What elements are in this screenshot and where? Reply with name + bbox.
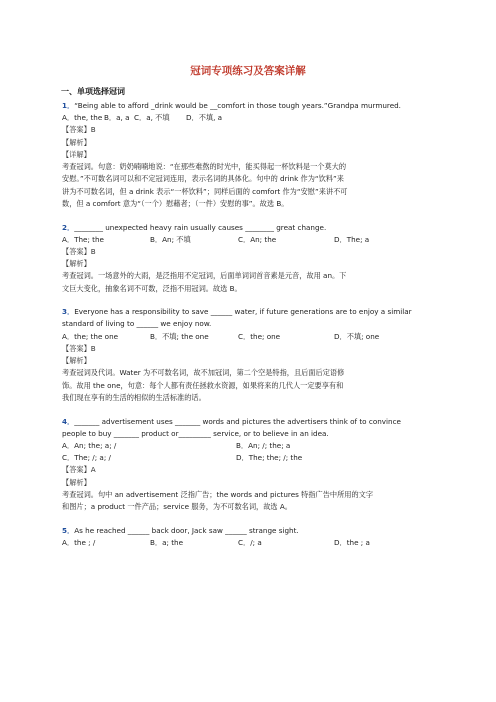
question-stem [62, 222, 442, 234]
question-4 [62, 416, 442, 514]
option-a: A．the ; / [62, 537, 96, 547]
analysis-label: 【解析】 [62, 477, 91, 487]
analysis-label: 【解析】 [62, 137, 91, 147]
option-c: C．/; a [238, 537, 262, 547]
answer-label: 【答案】B [62, 125, 96, 135]
page-title: 冠词专项练习及答案详解 [190, 65, 306, 77]
question-stem-continued: people to buy _______ product or_________ service, or to believe in an idea. [62, 428, 329, 438]
explanation-line: 饰。故用 the one，句意：每个人都有责任拯救水资源，如果将来的几代人一定要享有和 [62, 380, 344, 390]
explanation-line: 讲为不可数名词，但 a drink 表示“一杯饮料”；同样后面的 comfort 作为“安慰”来讲不可 [62, 186, 348, 196]
question-number: 5． [62, 525, 75, 535]
option-d: D．The; a [334, 234, 370, 244]
options-row [62, 331, 442, 343]
explanation-line: 和图片；a product 一件产品；service 服务，为不可数名词，故选 A。 [62, 502, 292, 512]
question-text: _______ advertisement uses _______ words and pictures the advertisers think of to convince [74, 416, 401, 426]
option-a: A．the; the one [62, 331, 119, 341]
question-number: 3． [62, 307, 75, 317]
explanation-line: 考查冠词。句意：奶奶喃喃地说：“在那些难熬的时光中，能买得起一杯饮料是一个莫大的 [62, 162, 347, 172]
option-c: C．An; the [238, 234, 277, 244]
options-grid [62, 440, 442, 464]
answer-label: 【答案】B [62, 343, 96, 353]
explanation [62, 270, 442, 295]
explanation [62, 161, 442, 211]
explanation-line: 考查冠词。句中 an advertisement 泛指广告；the words and pictures 特指广告中所用的文字 [62, 489, 374, 499]
question-list [62, 100, 442, 560]
question-text: As he reached ______ back door, Jack saw ______ strange sight. [74, 525, 299, 535]
option-a: A．An; the; a; / [62, 440, 117, 450]
question-5 [62, 525, 442, 549]
answer-label: 【答案】A [62, 465, 96, 475]
option-b: B．a, a [104, 113, 130, 123]
explanation [62, 489, 442, 514]
section-heading: 一、单项选择冠词 [61, 87, 125, 96]
explanation-line: 我们现在享有的生活的相似的生活标准的话。 [62, 393, 206, 403]
options-row [62, 112, 442, 124]
explanation-line: 数，但 a comfort 意为“（一个）慰藉者；（一件）安慰的事”。故选 B。 [62, 199, 289, 209]
explanation-line: 考查冠词及代词。Water 为不可数名词，故不加冠词，第二个空是特指，且后面后定语修 [62, 368, 345, 378]
question-stem [62, 100, 442, 112]
question-3 [62, 306, 442, 404]
question-text: “Being able to afford _drink would be __comfort in those tough years.”Grandpa murmured. [74, 101, 401, 110]
options-row [62, 537, 442, 549]
option-b: B．a; the [150, 537, 184, 547]
question-2 [62, 222, 442, 296]
question-number: 4． [62, 416, 75, 426]
question-number: 1． [62, 101, 75, 110]
question-number: 2． [62, 222, 75, 232]
analysis-label: 【解析】 [62, 259, 91, 269]
explanation-line: 文巨大变化，抽象名词不可数，泛指不用冠词。故选 B。 [62, 283, 242, 293]
option-d: D．the ; a [334, 537, 370, 547]
explanation-line: 考查冠词。一场意外的大雨，是泛指用不定冠词，后面单词词首音素是元音，故用 an。下 [62, 271, 347, 281]
detail-label: 【详解】 [62, 149, 91, 159]
option-b: B．An; /; the; a [236, 440, 291, 450]
option-a: A．the, the [62, 113, 103, 123]
answer-label: 【答案】B [62, 247, 96, 257]
question-1 [62, 100, 442, 211]
question-stem-continued: standard of living to ______ we enjoy now. [62, 319, 212, 329]
question-stem [62, 416, 442, 428]
explanation-line: 安慰。”不可数名词可以和不定冠词连用，表示名词的具体化。句中的 drink 作为“饮料”来 [62, 174, 344, 184]
question-stem [62, 306, 442, 318]
option-b: B．不填; the one [150, 331, 209, 341]
option-d: D．不填, a [186, 113, 223, 123]
question-text: Everyone has a responsibility to save ______ water, if future generations are to enjoy a similar [74, 307, 412, 317]
option-d: D．不填; one [334, 331, 380, 341]
option-b: B．An; 不填 [150, 234, 191, 244]
question-stem [62, 525, 442, 537]
option-c: C．The; /; a; / [62, 453, 111, 463]
analysis-label: 【解析】 [62, 356, 91, 366]
option-a: A．The; the [62, 234, 104, 244]
explanation [62, 367, 442, 404]
question-text: ________ unexpected heavy rain usually causes ________ great change. [74, 222, 327, 232]
options-row [62, 234, 442, 246]
option-c: C．a, 不填 [134, 113, 170, 123]
option-d: D．The; the; /; the [236, 453, 303, 463]
option-c: C．the; one [238, 331, 281, 341]
